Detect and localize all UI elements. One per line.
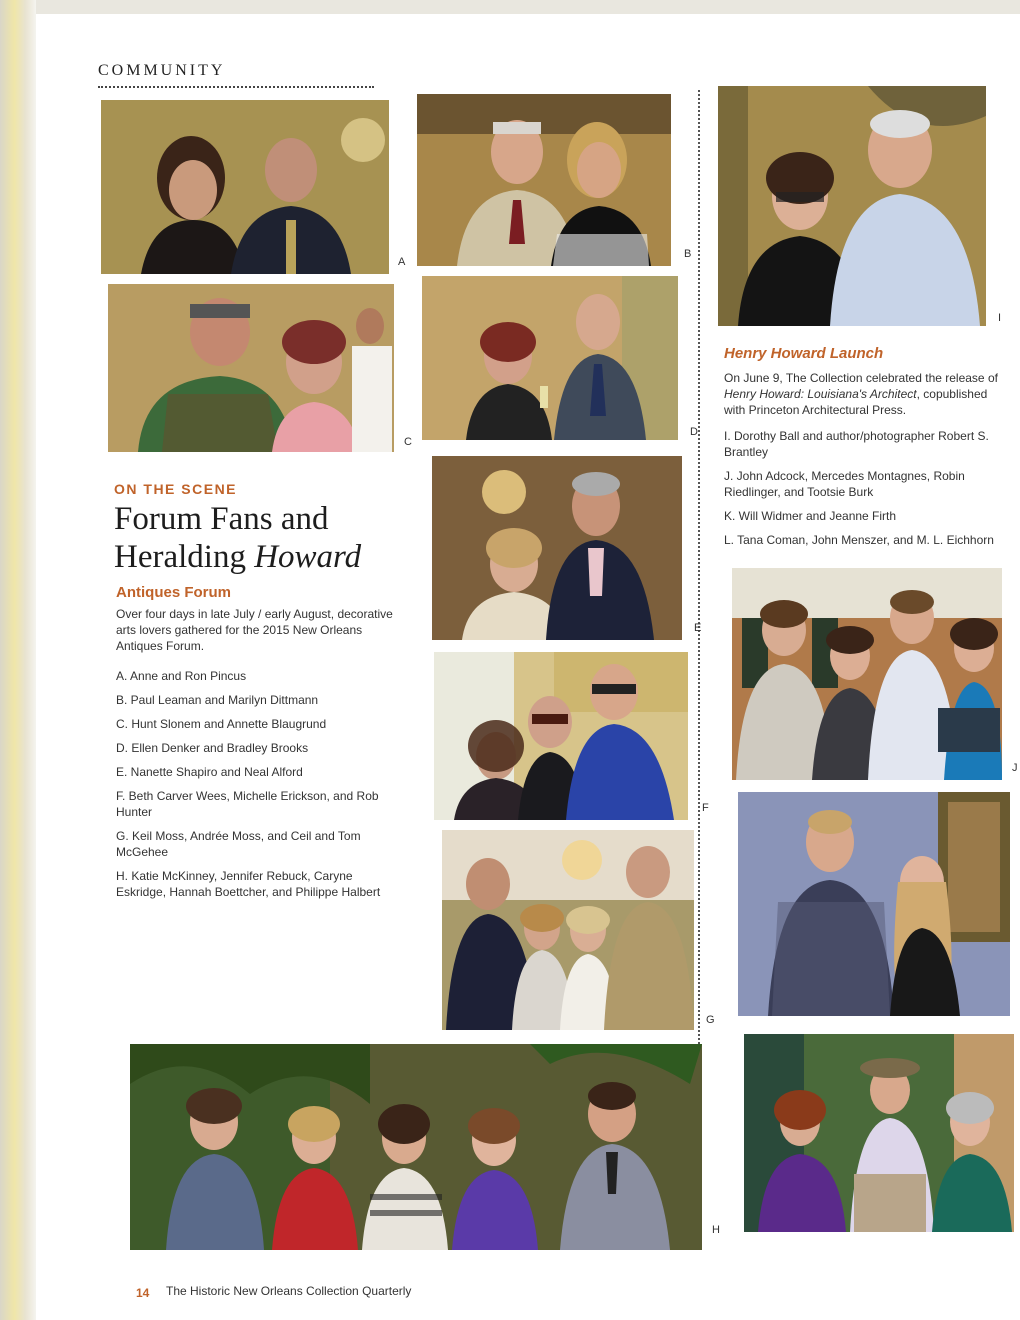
photo-e xyxy=(432,456,682,640)
antiques-captions xyxy=(116,668,404,908)
howard-intro-a: On June 9, The Collection celebrated the release of xyxy=(724,371,998,385)
antiques-intro: Over four days in late July / early August, decorative arts lovers gathered for the 2015 New Orleans Antiques Forum. xyxy=(116,607,393,653)
photo-j xyxy=(732,568,1002,780)
caption-e: E. Nanette Shapiro and Neal Alford xyxy=(116,765,303,779)
story-kicker: ON THE SCENE xyxy=(114,481,238,497)
caption-a: A. Anne and Ron Pincus xyxy=(116,669,247,683)
photo-i-label: I xyxy=(998,312,1002,324)
caption-c: C. Hunt Slonem and Annette Blaugrund xyxy=(116,717,327,731)
photo-k xyxy=(738,792,1010,1016)
howard-intro-b: , copublished with Princeton Architectural Press. xyxy=(724,387,988,417)
photo-g xyxy=(442,830,694,1030)
photo-l xyxy=(744,1034,1014,1232)
howard-captions xyxy=(724,428,1006,556)
story-headline xyxy=(114,500,404,576)
photo-b xyxy=(417,94,671,266)
photo-a-label: A xyxy=(398,256,406,268)
section-rule xyxy=(98,86,374,88)
caption-b: B. Paul Leaman and Marilyn Dittmann xyxy=(116,693,319,707)
publication-title: The Historic New Orleans Collection Quarterly xyxy=(166,1284,412,1298)
caption-g: G. Keil Moss, Andrée Moss, and Ceil and Tom McGehee xyxy=(116,829,361,859)
photo-a xyxy=(101,100,389,274)
caption-l: L. Tana Coman, John Menszer, and M. L. Eichhorn xyxy=(724,533,994,547)
photo-d xyxy=(422,276,678,440)
photo-j-label: J xyxy=(1012,762,1018,774)
section-label: COMMUNITY xyxy=(98,62,226,79)
photo-e-label: E xyxy=(694,622,702,634)
page-number: 14 xyxy=(136,1286,150,1300)
photo-d-label: D xyxy=(690,426,698,438)
photo-h xyxy=(130,1044,702,1250)
photo-c-label: C xyxy=(404,436,412,448)
photo-f-label: F xyxy=(702,802,709,814)
howard-intro-book-title: Henry Howard: Louisiana's Architect xyxy=(724,387,917,401)
caption-k: K. Will Widmer and Jeanne Firth xyxy=(724,509,897,523)
caption-i: I. Dorothy Ball and author/photographer Robert S. Brantley xyxy=(724,429,989,459)
antiques-heading: Antiques Forum xyxy=(116,584,231,601)
headline-italic: Howard xyxy=(254,539,362,575)
binding-spine xyxy=(0,0,36,1320)
caption-j: J. John Adcock, Mercedes Montagnes, Robin Riedlinger, and Tootsie Burk xyxy=(724,469,965,499)
caption-d: D. Ellen Denker and Bradley Brooks xyxy=(116,741,309,755)
howard-intro xyxy=(724,370,1006,418)
caption-h: H. Katie McKinney, Jennifer Rebuck, Caryne Eskridge, Hannah Boettcher, and Philippe Halbert xyxy=(116,869,381,899)
photo-i xyxy=(718,86,986,326)
photo-h-label: H xyxy=(712,1224,720,1236)
photo-f xyxy=(434,652,688,820)
howard-heading: Henry Howard Launch xyxy=(724,345,884,362)
caption-f: F. Beth Carver Wees, Michelle Erickson, and Rob Hunter xyxy=(116,789,379,819)
photo-g-label: G xyxy=(706,1014,715,1026)
photo-c xyxy=(108,284,394,452)
photo-b-label: B xyxy=(684,248,692,260)
headline-text: Forum Fans and Heralding xyxy=(114,501,329,575)
